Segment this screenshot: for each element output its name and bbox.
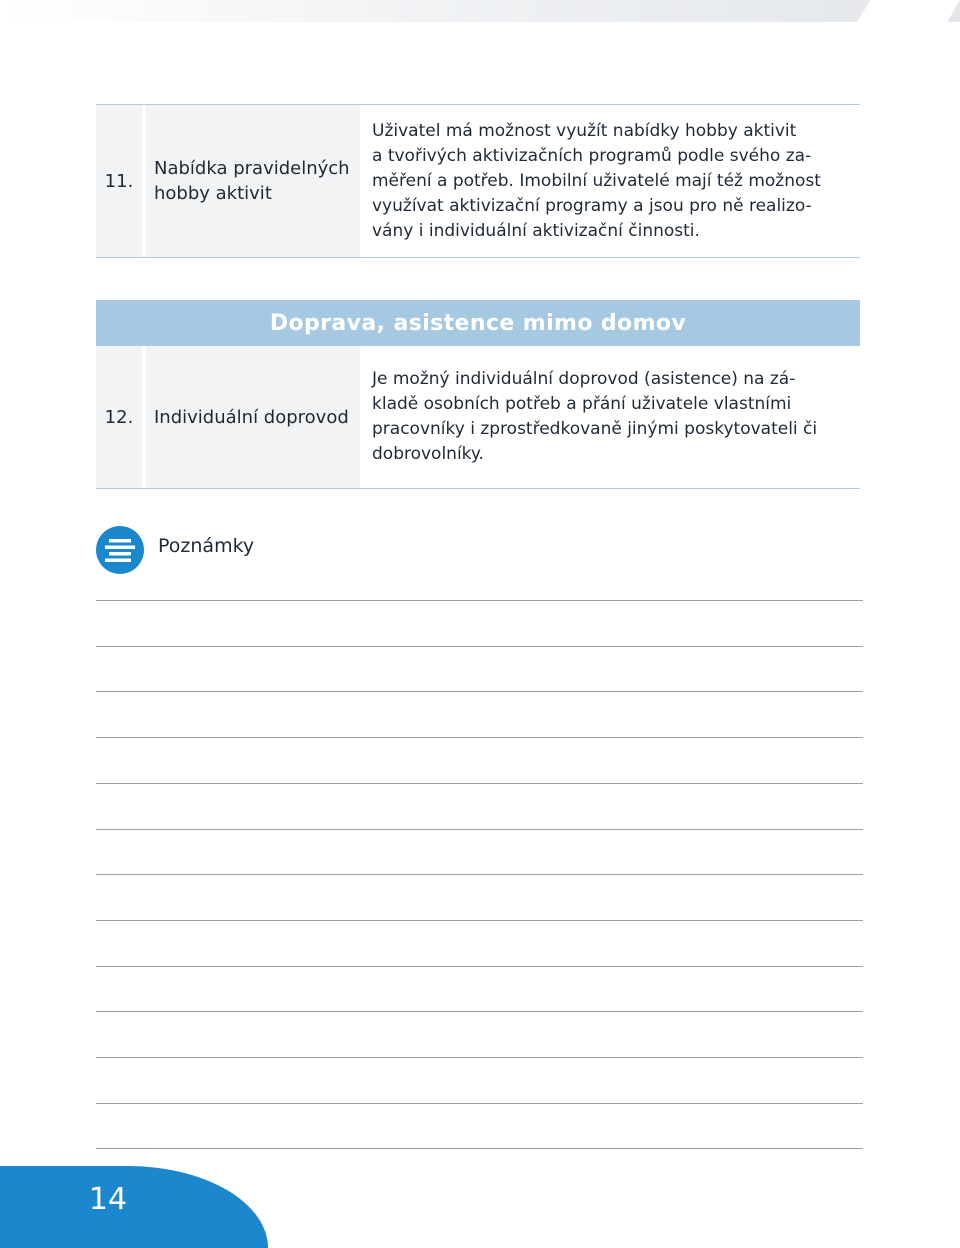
notes-title: Poznámky	[158, 535, 255, 557]
description-line: pracovníky i zprostředkovaně jinými poskytovateli či	[372, 419, 818, 439]
note-line	[96, 1011, 863, 1012]
section-header	[96, 300, 860, 346]
note-line	[96, 600, 863, 601]
note-line	[96, 1103, 863, 1104]
section-header-title: Doprava, asistence mimo domov	[269, 310, 687, 336]
row-description	[372, 346, 860, 488]
table-row	[96, 346, 860, 489]
description-line: Uživatel má možnost využít nabídky hobby aktivit	[372, 120, 797, 141]
page-number: 14	[88, 1181, 128, 1217]
row-number-cell	[96, 105, 142, 257]
description-line: a tvořivých aktivizačních programů podle svého za-	[372, 145, 812, 166]
row-label-cell	[146, 346, 360, 488]
note-line	[96, 874, 863, 875]
note-line	[96, 783, 863, 784]
row-description	[372, 105, 860, 257]
top-decorative-band	[0, 0, 960, 22]
note-line	[96, 829, 863, 830]
row-number-cell	[96, 346, 142, 488]
note-line	[96, 737, 863, 738]
note-line	[96, 1148, 863, 1149]
note-line	[96, 966, 863, 967]
note-line	[96, 920, 863, 921]
row-label-line: Individuální doprovod	[154, 406, 349, 428]
description-line: vány i individuální aktivizační činnosti.	[372, 220, 700, 241]
note-line	[96, 646, 863, 647]
description-line: dobrovolníky.	[372, 444, 484, 464]
description-line: Je možný individuální doprovod (asistence) na zá-	[372, 369, 796, 389]
notes-icon	[96, 526, 144, 574]
description-line: kladě osobních potřeb a přání uživatele vlastními	[372, 394, 792, 414]
row-label-cell	[146, 105, 360, 257]
note-line	[96, 691, 863, 692]
row-number: 11.	[104, 170, 134, 192]
table-row	[96, 104, 860, 258]
row-label-line: Nabídka pravidelných	[154, 158, 350, 179]
row-label-line: hobby aktivit	[154, 183, 272, 204]
description-line: využívat aktivizační programy a jsou pro ně realizo-	[372, 195, 812, 216]
row-number: 12.	[104, 406, 134, 428]
description-line: měření a potřeb. Imobilní uživatelé mají též možnost	[372, 170, 821, 191]
note-line	[96, 1057, 863, 1058]
